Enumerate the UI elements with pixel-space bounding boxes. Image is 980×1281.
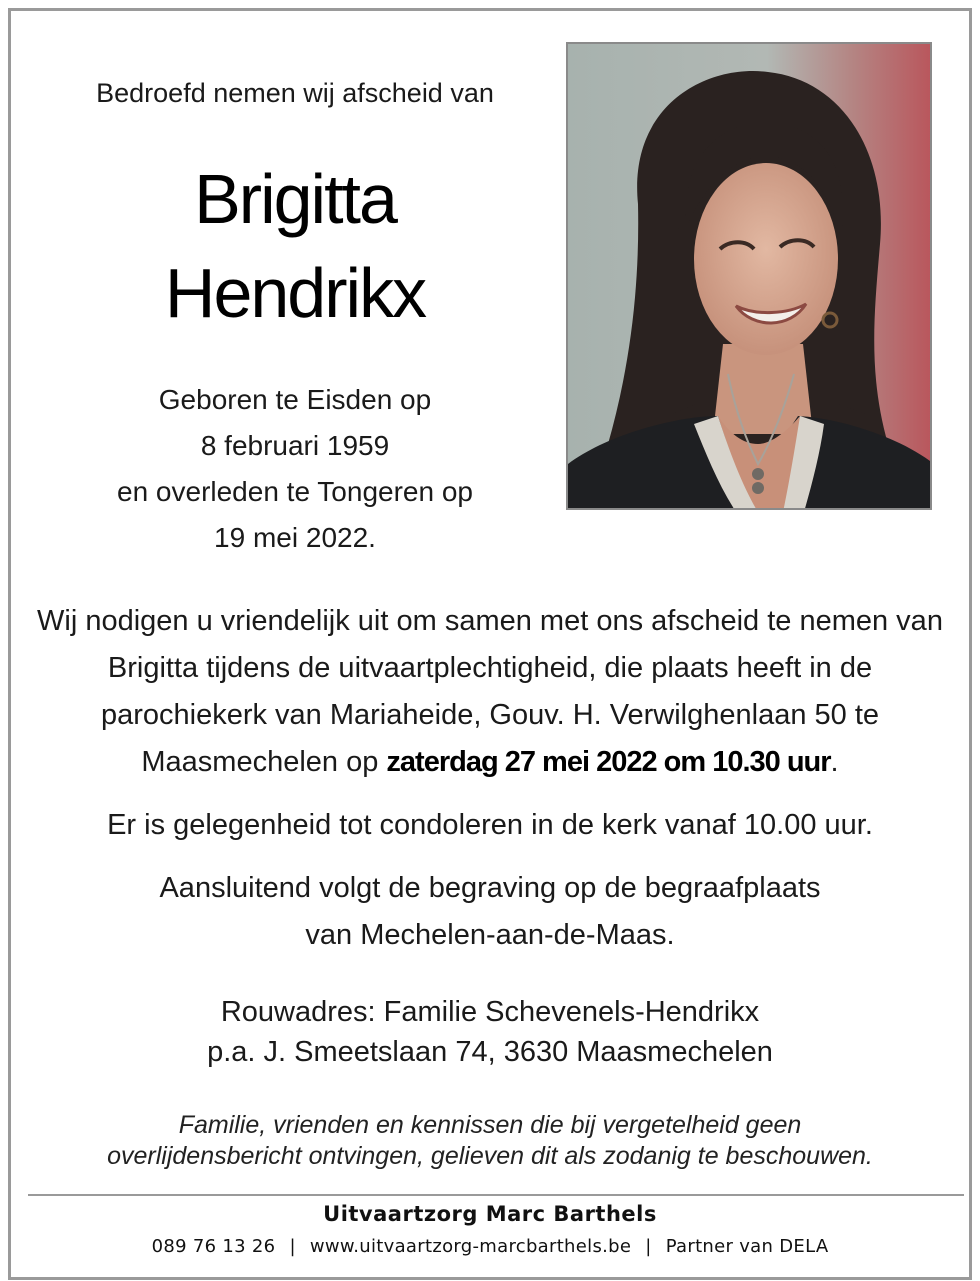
first-name: Brigitta (194, 160, 396, 238)
birth-date-line: 8 februari 1959 (200, 430, 390, 461)
ceremony-datetime: zaterdag 27 mei 2022 om 10.30 uur (386, 746, 831, 778)
notice-line-1: Familie, vrienden en kennissen die bij vergetelheid geen (178, 1111, 802, 1139)
address-line-2: p.a. J. Smeetslaan 74, 3630 Maasmechelen (207, 1036, 773, 1068)
burial-line-2: van Mechelen-aan-de-Maas. (305, 919, 675, 951)
separator: | (289, 1236, 296, 1257)
birth-death-details (40, 377, 550, 561)
invitation-end: . (830, 746, 839, 778)
ceremony-invitation (30, 598, 950, 786)
invitation-text: Wij nodigen u vriendelijk uit om samen met ons afscheid te nemen van Brigitta tijdens de uitvaartplechtigheid, die plaats heeft in de parochiekerk van Mariaheide, Gouv. H. Verwilghenlaan 50 te Maasmechelen op (37, 605, 943, 778)
last-name: Hendrikx (164, 254, 426, 332)
burial-info (30, 865, 950, 959)
death-place-line: en overleden te Tongeren op (117, 476, 473, 507)
portrait-photo (566, 42, 932, 510)
condolences-info: Er is gelegenheid tot condoleren in de kerk vanaf 10.00 uur. (107, 809, 873, 841)
notice-text (30, 1110, 950, 1172)
death-date-line: 19 mei 2022. (214, 522, 376, 553)
portrait-illustration (568, 44, 932, 510)
separator: | (645, 1236, 652, 1257)
intro-text: Bedroefd nemen wij afscheid van (96, 78, 494, 108)
funeral-home-contact (0, 1236, 980, 1257)
footer-divider (28, 1194, 964, 1196)
mourning-address (30, 992, 950, 1072)
deceased-name (40, 152, 550, 340)
address-line-1: Rouwadres: Familie Schevenels-Hendrikx (220, 996, 760, 1028)
burial-line-1: Aansluitend volgt de begraving op de begraafplaats (159, 872, 821, 904)
website-link[interactable]: www.uitvaartzorg-marcbarthels.be (309, 1236, 632, 1257)
birth-place-line: Geboren te Eisden op (158, 384, 432, 415)
notice-line-2: overlijdensbericht ontvingen, gelieven dit als zodanig te beschouwen. (107, 1142, 873, 1170)
phone-number: 089 76 13 26 (151, 1236, 276, 1257)
funeral-home-name: Uitvaartzorg Marc Barthels (323, 1202, 657, 1226)
partner-text: Partner van DELA (665, 1236, 829, 1257)
